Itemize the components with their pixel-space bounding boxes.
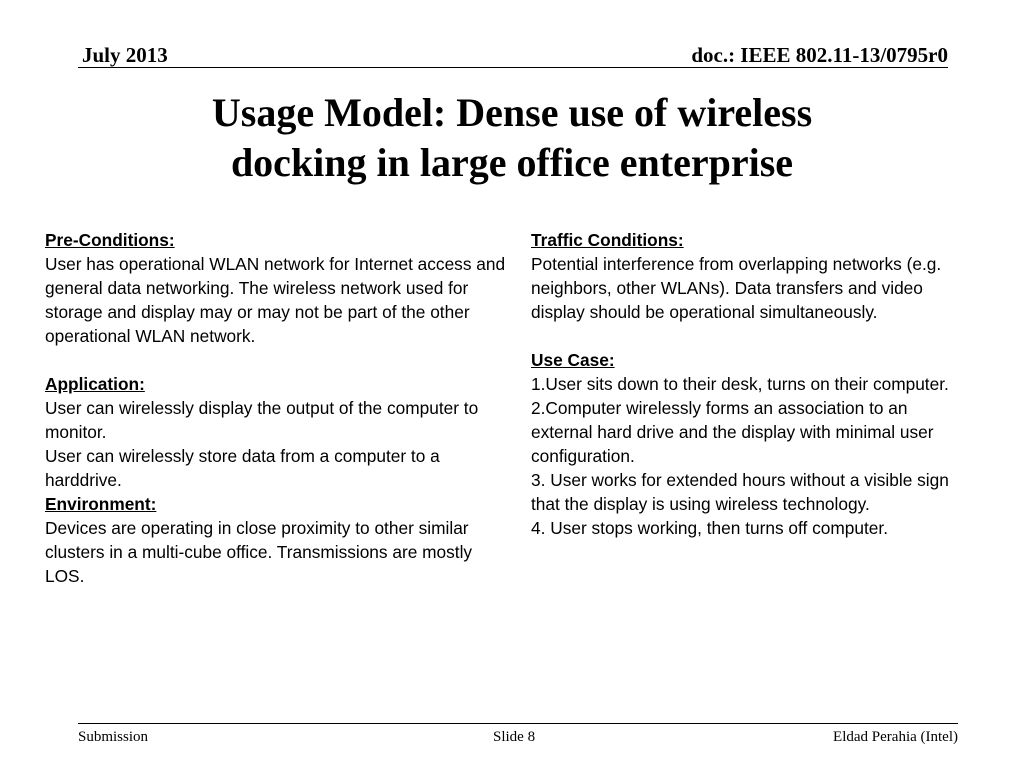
environment-heading: Environment: [45,494,157,514]
header-doc-id: doc.: IEEE 802.11-13/0795r0 [691,43,948,67]
slide-title-line-1: Usage Model: Dense use of wireless [211,90,813,135]
footer-author: Eldad Perahia (Intel) [833,729,958,745]
use-case-step-2: 2.Computer wirelessly forms an association to an external hard drive and the display with minimal user configuration. [531,398,934,466]
slide-title [110,88,914,188]
right-column [531,228,961,540]
left-column [45,228,515,588]
application-line-2: User can wirelessly store data from a computer to a harddrive. [45,446,440,490]
application-line-1: User can wirelessly display the output of the computer to monitor. [45,398,479,442]
footer-divider [78,723,958,724]
use-case-heading: Use Case: [531,350,615,370]
spacer [45,348,515,372]
footer-submission: Submission [78,729,149,745]
slide-title-line-2: docking in large office enterprise [230,140,794,185]
traffic-conditions-heading: Traffic Conditions: [531,230,684,250]
traffic-conditions-text: Potential interference from overlapping networks (e.g. neighbors, other WLANs). Data transfers and video display should be operational simultaneously. [531,254,942,322]
use-case-step-3: 3. User works for extended hours without a visible sign that the display is using wireless technology. [531,470,949,514]
spacer [531,324,961,348]
use-case-step-4: 4. User stops working, then turns off computer. [531,518,888,538]
preconditions-text: User has operational WLAN network for Internet access and general data networking. The wireless network used for storage and display may or may not be part of the other operational WLAN network. [45,254,506,346]
environment-text: Devices are operating in close proximity to other similar clusters in a multi-cube office. Transmissions are mostly LOS. [45,518,473,586]
application-heading: Application: [45,374,145,394]
header-date: July 2013 [82,43,168,67]
footer-slide-number: Slide 8 [493,729,536,745]
header-divider [78,67,948,68]
preconditions-heading: Pre-Conditions: [45,230,175,250]
use-case-step-1: 1.User sits down to their desk, turns on their computer. [531,374,949,394]
